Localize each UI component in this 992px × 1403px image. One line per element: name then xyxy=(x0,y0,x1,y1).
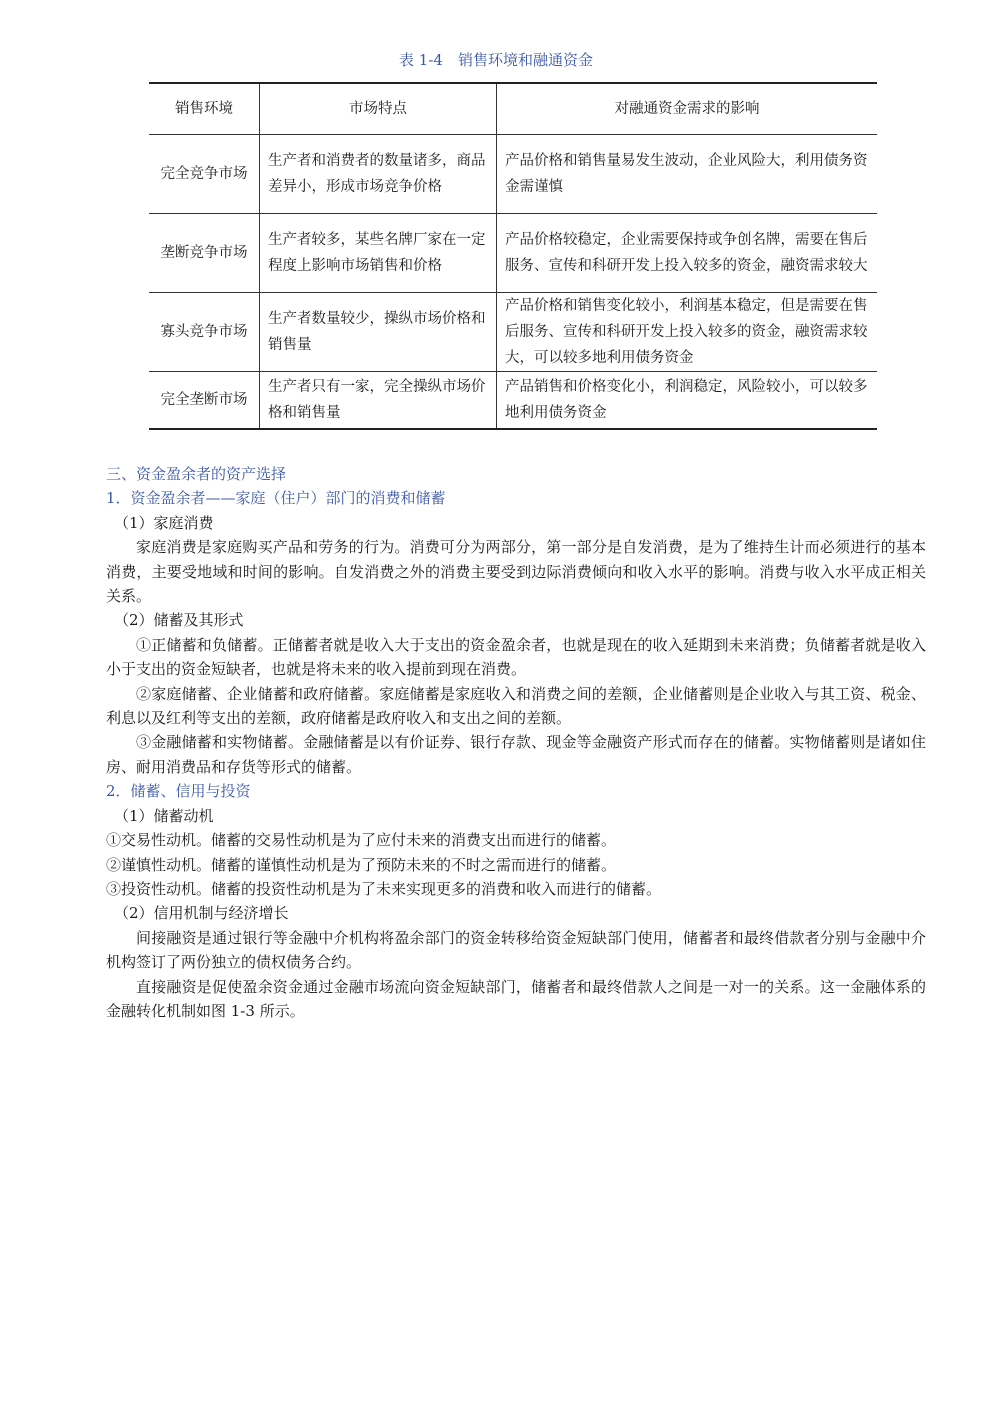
column-header-impact: 对融通资金需求的影响 xyxy=(497,83,878,135)
table-cell-impact: 产品价格和销售量易发生波动，企业风险大，利用债务资金需谨慎 xyxy=(497,135,878,214)
table-cell-impact: 产品销售和价格变化小，利润稳定，风险较小，可以较多地利用债务资金 xyxy=(497,372,878,430)
body-text xyxy=(106,462,926,1023)
paragraph: ②家庭储蓄、企业储蓄和政府储蓄。家庭储蓄是家庭收入和消费之间的差额，企业储蓄则是企业收入与其工资、税金、利息以及红利等支出的差额，政府储蓄是政府收入和支出之间的差额。 xyxy=(106,684,926,728)
table-cell-impact: 产品价格和销售变化较小，利润基本稳定，但是需要在售后服务、宣传和科研开发上投入较多的资金，融资需求较大，可以较多地利用债务资金 xyxy=(497,293,878,372)
paragraph: ①交易性动机。储蓄的交易性动机是为了应付未来的消费支出而进行的储蓄。 xyxy=(106,831,617,850)
table-cell-feature: 生产者只有一家，完全操纵市场价格和销售量 xyxy=(260,372,497,430)
paragraph: ③金融储蓄和实物储蓄。金融储蓄是以有价证券、银行存款、现金等金融资产形式而存在的储蓄。实物储蓄则是诸如住房、耐用消费品和存货等形式的储蓄。 xyxy=(106,733,926,776)
paragraph-title: （2）信用机制与经济增长 xyxy=(114,904,289,923)
section-heading: 三、资金盈余者的资产选择 xyxy=(106,465,287,483)
paragraph: 间接融资是通过银行等金融中介机构将盈余部门的资金转移给资金短缺部门使用，储蓄者和最终借款者分别与金融中介机构签订了两份独立的债权债务合约。 xyxy=(106,928,926,972)
table-row xyxy=(149,372,877,430)
paragraph: 家庭消费是家庭购买产品和劳务的行为。消费可分为两部分，第一部分是自发消费，是为了维持生计而必须进行的基本消费，主要受地域和时间的影响。自发消费之外的消费主要受到边际消费倾向和收入水平的影响。消费与收入水平成正相关关系。 xyxy=(106,538,926,606)
table-cell-environment: 完全竞争市场 xyxy=(149,135,260,214)
paragraph-title: （2）储蓄及其形式 xyxy=(114,611,244,630)
table-cell-feature: 生产者较多，某些名牌厂家在一定程度上影响市场销售和价格 xyxy=(260,214,497,293)
table-cell-feature: 生产者数量较少，操纵市场价格和销售量 xyxy=(260,293,497,372)
paragraph: ②谨慎性动机。储蓄的谨慎性动机是为了预防未来的不时之需而进行的储蓄。 xyxy=(106,855,617,874)
table-cell-environment: 垄断竞争市场 xyxy=(149,214,260,293)
subsection-title: 2．储蓄、信用与投资 xyxy=(106,782,251,801)
table-row xyxy=(149,214,877,293)
table-row xyxy=(149,135,877,214)
column-header-environment: 销售环境 xyxy=(149,83,260,135)
paragraph: ①正储蓄和负储蓄。正储蓄者就是收入大于支出的资金盈余者，也就是现在的收入延期到未来消费；负储蓄者就是收入小于支出的资金短缺者，也就是将未来的收入提前到现在消费。 xyxy=(106,635,926,679)
subsection-title: 1．资金盈余者——家庭（住户）部门的消费和储蓄 xyxy=(106,489,446,508)
table-cell-environment: 寡头竞争市场 xyxy=(149,293,260,372)
paragraph: ③投资性动机。储蓄的投资性动机是为了未来实现更多的消费和收入而进行的储蓄。 xyxy=(106,879,662,898)
table-cell-impact: 产品价格较稳定，企业需要保持或争创名牌，需要在售后服务、宣传和科研开发上投入较多的资金，融资需求较大 xyxy=(497,214,878,293)
table-row xyxy=(149,293,877,372)
paragraph: 直接融资是促使盈余资金通过金融市场流向资金短缺部门，储蓄者和最终借款人之间是一对一的关系。这一金融体系的金融转化机制如图 1-3 所示。 xyxy=(106,977,926,1020)
paragraph-title: （1）储蓄动机 xyxy=(114,806,214,825)
table-cell-feature: 生产者和消费者的数量诸多，商品差异小，形成市场竞争价格 xyxy=(260,135,497,214)
table-caption: 表 1-4 销售环境和融通资金 xyxy=(399,51,593,69)
column-header-features: 市场特点 xyxy=(260,83,497,135)
market-environment-table xyxy=(149,82,877,430)
table-header-row xyxy=(149,83,877,135)
paragraph-title: （1）家庭消费 xyxy=(114,513,214,532)
table-cell-environment: 完全垄断市场 xyxy=(149,372,260,430)
